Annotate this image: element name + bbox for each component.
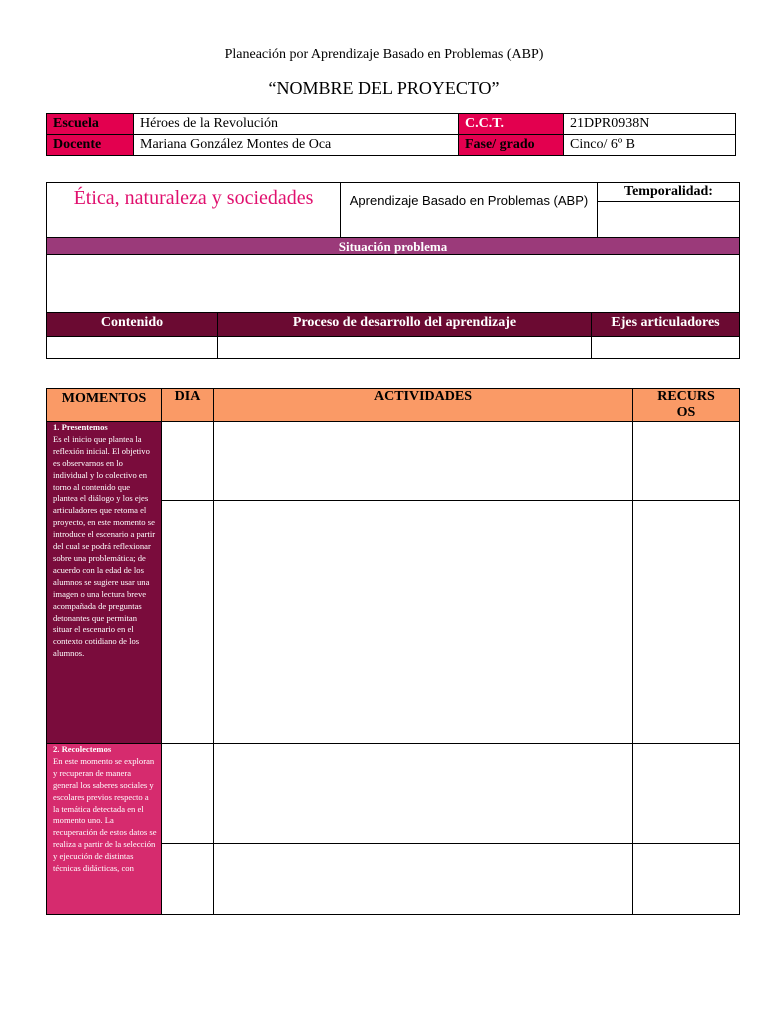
escuela-value: Héroes de la Revolución (134, 114, 459, 135)
fase-value: Cinco/ 6º B (564, 135, 736, 156)
proceso-header: Proceso de desarrollo del aprendizaje (217, 312, 592, 337)
momento-1-text: Es el inicio que plantea la reflexión inicial. El objetivo es observarnos en lo individual y lo colectivo en torno al contenido que plantea el diálogo y los ejes articuladores que retoma el proyecto, en este momento se introduce el escenario a partir del cual se podrá reflexionar sobre una problemática; de acuerdo con la edad de los alumnos se sugiere usar una imagen o una lectura breve acompañada de preguntas detonantes que permitan situar el escenario en el contexto cotidiano de los alumnos. (53, 433, 156, 659)
dia-header: DIA (161, 388, 214, 422)
cct-value: 21DPR0938N (564, 114, 736, 135)
actividades-cell-4[interactable] (213, 843, 633, 915)
contenido-field[interactable] (46, 336, 218, 359)
recursos-cell-4[interactable] (632, 843, 740, 915)
contenido-header: Contenido (46, 312, 218, 337)
recursos-header (632, 388, 740, 422)
project-title: “NOMBRE DEL PROYECTO” (268, 78, 500, 98)
document-subtitle: Planeación por Aprendizaje Basado en Problemas (ABP) (224, 47, 544, 62)
situacion-problema-header: Situación problema (46, 237, 740, 255)
momento-2-title: 2. Recolectemos (53, 744, 112, 754)
recursos-cell-2[interactable] (632, 500, 740, 744)
temporalidad-value[interactable] (597, 201, 740, 238)
dia-cell-2[interactable] (161, 500, 214, 744)
actividades-cell-2[interactable] (213, 500, 633, 744)
dia-cell-3[interactable] (161, 743, 214, 844)
dia-cell-4[interactable] (161, 843, 214, 915)
momento-1-title: 1. Presentemos (53, 422, 108, 432)
escuela-label: Escuela (47, 114, 134, 135)
actividades-header: ACTIVIDADES (213, 388, 633, 422)
proceso-field[interactable] (217, 336, 592, 359)
docente-label: Docente (47, 135, 134, 156)
campo-formativo: Ética, naturaleza y sociedades (46, 182, 341, 238)
metodologia: Aprendizaje Basado en Problemas (ABP) (340, 182, 598, 238)
fase-label: Fase/ grado (459, 135, 564, 156)
momento-recolectemos (46, 743, 162, 915)
recursos-cell-3[interactable] (632, 743, 740, 844)
dia-cell-1[interactable] (161, 421, 214, 501)
momento-presentemos (46, 421, 162, 744)
ejes-field[interactable] (591, 336, 740, 359)
momentos-header: MOMENTOS (46, 388, 162, 422)
momento-2-text: En este momento se exploran y recuperan de manera general los saberes sociales y escolares previos respecto a la temática detectada en el momento uno. La recuperación de estos datos se realiza a partir de la selección y ejecución de distintas técnicas didácticas, con (53, 755, 157, 874)
ejes-header: Ejes articuladores (591, 312, 740, 337)
temporalidad-label: Temporalidad: (597, 182, 740, 202)
situacion-problema-field[interactable] (46, 254, 740, 313)
recursos-cell-1[interactable] (632, 421, 740, 501)
recursos-header-label: RECURSOS (657, 389, 715, 420)
actividades-cell-3[interactable] (213, 743, 633, 844)
school-info-table (46, 113, 736, 156)
cct-label: C.C.T. (459, 114, 564, 135)
docente-value: Mariana González Montes de Oca (134, 135, 459, 156)
actividades-cell-1[interactable] (213, 421, 633, 501)
